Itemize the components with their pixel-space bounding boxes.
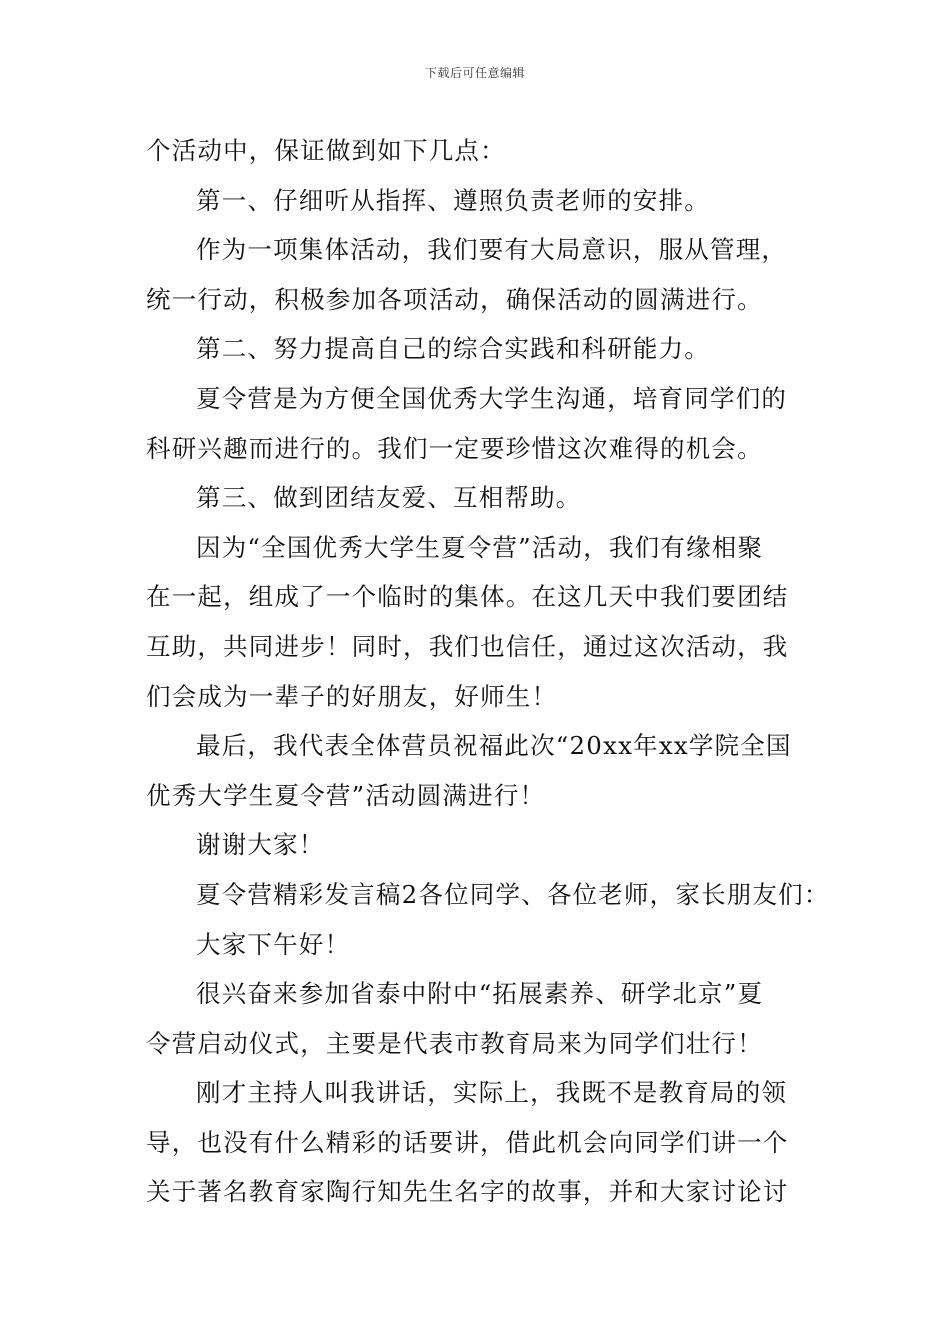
text-line: 最后，我代表全体营员祝福此次“20xx年xx学院全国	[196, 731, 792, 761]
text-line: 们会成为一辈子的好朋友，好师生！	[146, 681, 558, 711]
text-line: 优秀大学生夏令营”活动圆满进行！	[146, 780, 546, 810]
text-line: 令营启动仪式，主要是代表市教育局来为同学们壮行！	[146, 1028, 763, 1058]
text-line: 夏令营精彩发言稿2各位同学、各位老师，家长朋友们：	[196, 879, 830, 909]
text-line: 科研兴趣而进行的。我们一定要珍惜这次难得的机会。	[146, 433, 763, 463]
text-line: 关于著名教育家陶行知先生名字的故事，并和大家讨论讨	[146, 1177, 789, 1207]
document-body	[146, 126, 830, 1217]
page-header: 下载后可任意编辑	[424, 66, 525, 80]
text-line: 刚才主持人叫我讲话，实际上，我既不是教育局的领	[196, 1078, 788, 1108]
text-line: 作为一项集体活动，我们要有大局意识，服从管理，	[196, 235, 788, 265]
text-line: 很兴奋来参加省泰中附中“拓展素养、研学北京”夏	[196, 979, 764, 1009]
text-line: 在一起，组成了一个临时的集体。在这几天中我们要团结	[146, 582, 789, 612]
text-line: 第一、仔细听从指挥、遵照负责老师的安排。	[196, 185, 710, 215]
text-line: 导，也没有什么精彩的话要讲，借此机会向同学们讲一个	[146, 1127, 789, 1157]
text-line: 第三、做到团结友爱、互相帮助。	[196, 483, 582, 513]
text-line: 大家下午好！	[196, 929, 351, 959]
text-line: 统一行动，积极参加各项活动，确保活动的圆满进行。	[146, 284, 763, 314]
text-line: 谢谢大家！	[196, 830, 325, 860]
text-line: 因为“全国优秀大学生夏令营”活动，我们有缘相聚	[196, 532, 764, 562]
text-line: 第二、努力提高自己的综合实践和科研能力。	[196, 334, 710, 364]
text-line: 互助，共同进步！同时，我们也信任，通过这次活动，我	[146, 631, 789, 661]
text-line: 夏令营是为方便全国优秀大学生沟通，培育同学们的	[196, 383, 788, 413]
text-line: 个活动中，保证做到如下几点：	[146, 136, 506, 165]
